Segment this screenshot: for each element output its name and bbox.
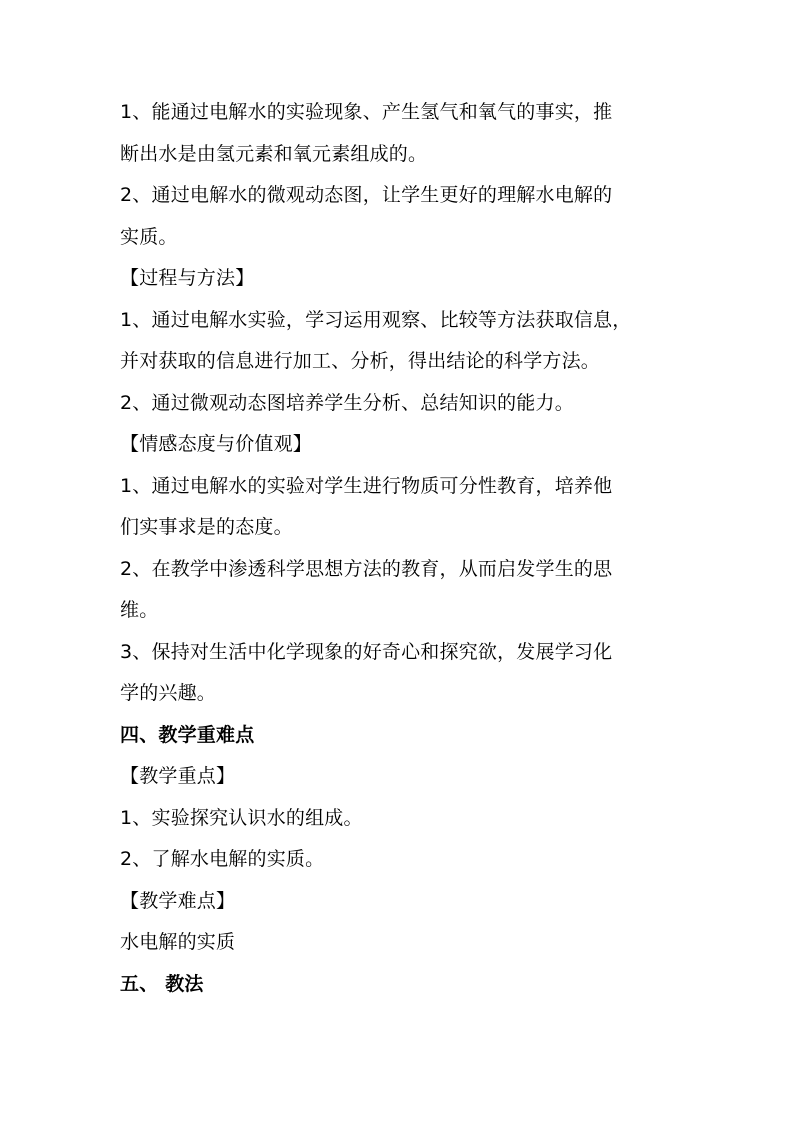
process-item-1-line-1: 1、通过电解水实验，学习运用观察、比较等方法获取信息，: [120, 308, 632, 331]
objective-1-line-1: 1、能通过电解水的实验现象、产生氢气和氧气的事实，推: [120, 101, 613, 123]
attitude-item-2-line-1: 2、在教学中渗透科学思想方法的教育，从而启发学生的思: [120, 557, 613, 580]
attitude-item-3-line-1: 3、保持对生活中化学现象的好奇心和探究欲，发展学习化: [120, 640, 613, 663]
difficulty-heading: 【教学难点】: [120, 889, 236, 912]
key-point-1: 1、实验探究认识水的组成。: [120, 806, 363, 829]
attitude-item-1-line-1: 1、通过电解水的实验对学生进行物质可分性教育，培养他: [120, 474, 613, 497]
process-item-1-line-2: 并对获取的信息进行加工、分析，得出结论的科学方法。: [120, 350, 601, 372]
attitude-item-2-line-2: 维。: [120, 599, 159, 621]
process-method-heading: 【过程与方法】: [120, 267, 255, 289]
key-point-2: 2、了解水电解的实质。: [120, 848, 325, 870]
section-four-heading: 四、教学重难点: [120, 723, 255, 746]
key-points-heading: 【教学重点】: [120, 765, 236, 787]
process-item-2: 2、通过微观动态图培养学生分析、总结知识的能力。: [120, 391, 574, 414]
difficulty-text: 水电解的实质: [120, 931, 236, 953]
objective-2-line-1: 2、通过电解水的微观动态图，让学生更好的理解水电解的: [120, 184, 613, 206]
document-body: [120, 92, 680, 1005]
objective-1-line-2: 断出水是由氢元素和氧元素组成的。: [120, 142, 428, 165]
attitude-values-heading: 【情感态度与价值观】: [120, 433, 313, 455]
section-five-heading: 五、 教法: [120, 972, 204, 995]
attitude-item-1-line-2: 们实事求是的态度。: [120, 516, 293, 538]
attitude-item-3-line-2: 学的兴趣。: [120, 682, 217, 704]
objective-2-line-2: 实质。: [120, 225, 178, 248]
